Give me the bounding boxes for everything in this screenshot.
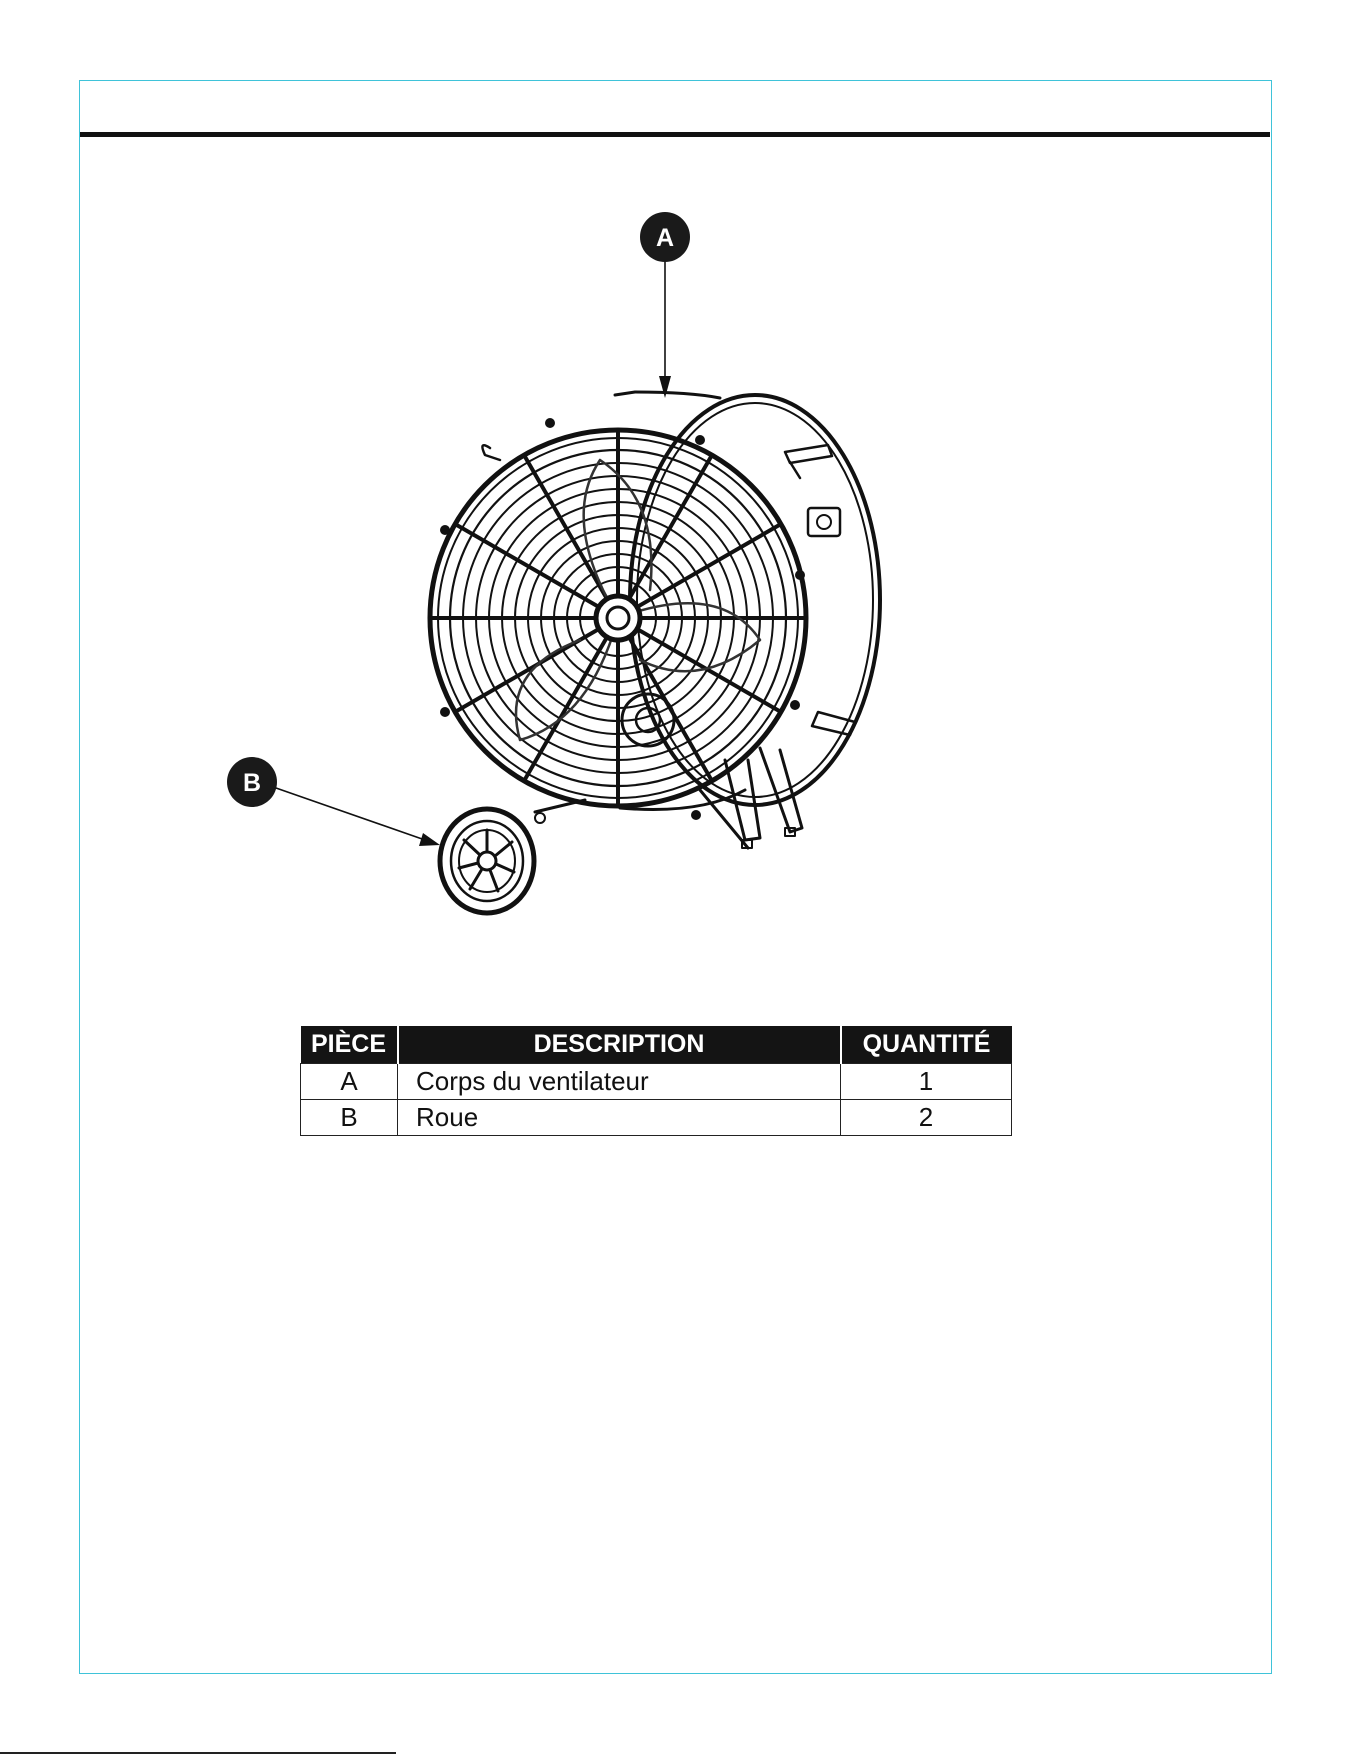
callout-a	[640, 212, 690, 262]
callout-b-label: B	[242, 769, 262, 797]
cell-quantity: 2	[841, 1100, 1012, 1136]
cell-part: B	[301, 1100, 398, 1136]
table-header-row	[301, 1026, 1012, 1064]
cell-part: A	[301, 1064, 398, 1100]
parts-table	[300, 1026, 1012, 1136]
leader-line-b	[276, 788, 425, 840]
callout-b	[227, 757, 277, 807]
cell-quantity: 1	[841, 1064, 1012, 1100]
table-row	[301, 1064, 1012, 1100]
footer-rule	[0, 1752, 396, 1754]
header-description: DESCRIPTION	[398, 1026, 841, 1064]
header-quantity: QUANTITÉ	[841, 1026, 1012, 1064]
wheel-icon	[440, 809, 534, 913]
fan-assembly-illustration	[200, 205, 920, 925]
cell-description: Corps du ventilateur	[398, 1064, 841, 1100]
cell-description: Roue	[398, 1100, 841, 1136]
arrowhead-a	[659, 376, 671, 398]
arrowhead-b	[419, 833, 440, 846]
callout-a-label: A	[655, 224, 675, 252]
fan-body-icon	[430, 392, 880, 848]
table-row	[301, 1100, 1012, 1136]
header-piece: PIÈCE	[301, 1026, 398, 1064]
header-rule	[80, 132, 1270, 137]
